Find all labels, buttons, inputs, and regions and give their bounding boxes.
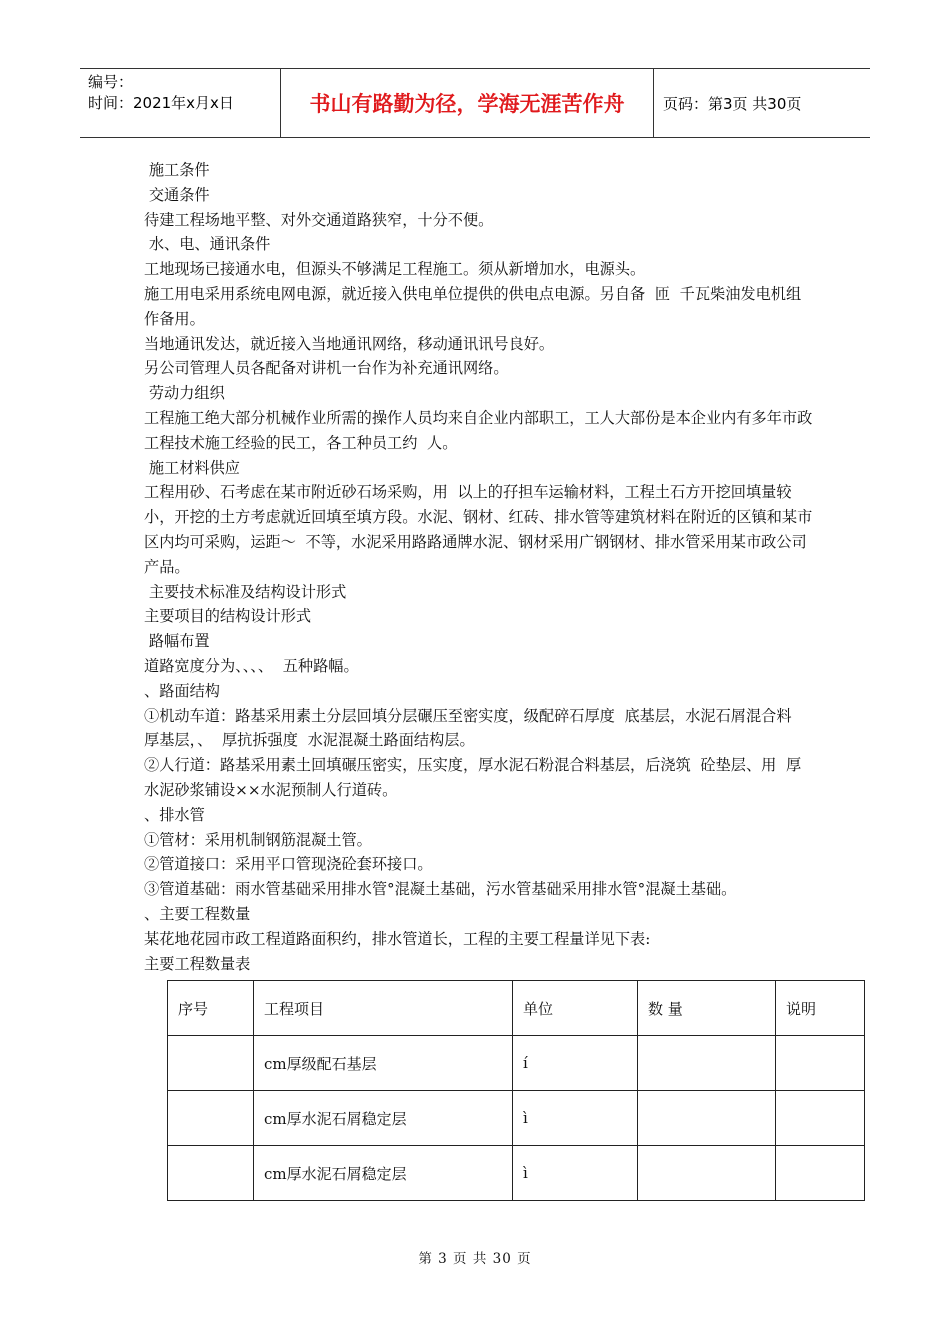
table-cell: ì xyxy=(513,1091,638,1146)
paragraph: 主要项目的结构设计形式 xyxy=(144,607,312,626)
quantity-table xyxy=(167,980,865,1201)
page-header xyxy=(80,68,870,138)
table-row xyxy=(168,1091,865,1146)
table-cell xyxy=(776,1091,865,1146)
paragraph: 工程用砂、石考虑在某市附近砂石场采购，用 以上的孖担车运输材料，工程土石方开挖回填量较小，开挖的土方考虑就近回填至填方段。水泥、钢材、红砖、排水管等建筑材料在附近的区镇和某市区内均可采购，运距～ 不等，水泥采用路路通牌水泥、钢材采用广钢钢材、排水管采用某市政公司产品。 xyxy=(144,483,813,576)
table-header-cell: 说明 xyxy=(776,981,865,1036)
header-motto: 书山有路勤为径，学海无涯苦作舟 xyxy=(281,69,654,137)
paragraph: 施工材料供应 xyxy=(144,458,240,477)
table-cell xyxy=(168,1091,254,1146)
table-cell xyxy=(168,1146,254,1201)
serial-label: 编号： xyxy=(88,73,134,91)
page-footer: 第 3 页 共 30 页 xyxy=(418,1251,532,1267)
paragraph: ③管道基础：雨水管基础采用排水管°混凝土基础，污水管基础采用排水管°混凝土基础。 xyxy=(144,880,737,899)
table-cell: cm厚水泥石屑稳定层 xyxy=(254,1091,513,1146)
paragraph: 交通条件 xyxy=(144,185,210,204)
header-meta xyxy=(80,69,281,137)
table-cell xyxy=(638,1036,776,1091)
paragraph: 劳动力组织 xyxy=(144,384,225,403)
table-header-cell: 工程项目 xyxy=(254,981,513,1036)
paragraph: 道路宽度分为、、、、 五种路幅。 xyxy=(144,656,359,675)
table-cell: cm厚级配石基层 xyxy=(254,1036,513,1091)
paragraph: 、主要工程数量 xyxy=(144,904,251,923)
table-header-cell: 序号 xyxy=(168,981,254,1036)
table-cell: cm厚水泥石屑稳定层 xyxy=(254,1146,513,1201)
table-header-cell: 数 量 xyxy=(638,981,776,1036)
paragraph: 当地通讯发达，就近接入当地通讯网络，移动通讯讯号良好。 xyxy=(144,334,555,353)
paragraph: ①机动车道：路基采用素土分层回填分层碾压至密实度，级配碎石厚度 底基层，水泥石屑混合料 厚基层，、 厚抗拆强度 水泥混凝土路面结构层。 xyxy=(144,706,802,750)
table-row xyxy=(168,1146,865,1201)
paragraph: ②人行道：路基采用素土回填碾压密实，压实度，厚水泥石粉混合料基层，后浇筑 砼垫层、用 厚水泥砂浆铺设××水泥预制人行道砖。 xyxy=(144,756,802,799)
paragraph: 施工用电采用系统电网电源，就近接入供电单位提供的供电点电源。另自备 匝 千瓦柴油发电机组作备用。 xyxy=(144,284,802,328)
table-row xyxy=(168,1036,865,1091)
table-cell xyxy=(168,1036,254,1091)
paragraph: 另公司管理人员各配备对讲机一台作为补充通讯网络。 xyxy=(144,359,509,378)
paragraph: 某花地花园市政工程道路面积约，排水管道长，工程的主要工程量详见下表: xyxy=(144,929,651,948)
paragraph: 水、电、通讯条件 xyxy=(144,235,271,254)
table-caption: 主要工程数量表 xyxy=(144,954,251,973)
header-page-label: 页码：第3页 共30页 xyxy=(663,94,802,113)
paragraph: ②管道接口：采用平口管现浇砼套环接口。 xyxy=(144,855,433,874)
paragraph: 主要技术标准及结构设计形式 xyxy=(144,582,347,601)
table-cell xyxy=(776,1036,865,1091)
document-body xyxy=(144,158,814,976)
paragraph: 工程施工绝大部分机械作业所需的操作人员均来自企业内部职工，工人大部份是本企业内有多年市政工程技术施工经验的民工，各工种员工约 人。 xyxy=(144,408,813,452)
table-cell: ì xyxy=(513,1146,638,1201)
paragraph: 、路面结构 xyxy=(144,681,220,700)
paragraph: 待建工程场地平整、对外交通道路狭窄，十分不便。 xyxy=(144,210,494,229)
paragraph: 路幅布置 xyxy=(144,632,210,651)
table-header-row xyxy=(168,981,865,1036)
date-label: 时间：2021年x月x日 xyxy=(88,94,234,112)
paragraph: ①管材：采用机制钢筋混凝土管。 xyxy=(144,830,372,849)
paragraph: 工地现场已接通水电，但源头不够满足工程施工。须从新增加水，电源头。 xyxy=(144,260,646,279)
table-cell: í xyxy=(513,1036,638,1091)
table-cell xyxy=(776,1146,865,1201)
paragraph: 施工条件 xyxy=(144,161,210,179)
table-cell xyxy=(638,1091,776,1146)
table-header-cell: 单位 xyxy=(513,981,638,1036)
table-cell xyxy=(638,1146,776,1201)
paragraph: 、排水管 xyxy=(144,805,205,824)
